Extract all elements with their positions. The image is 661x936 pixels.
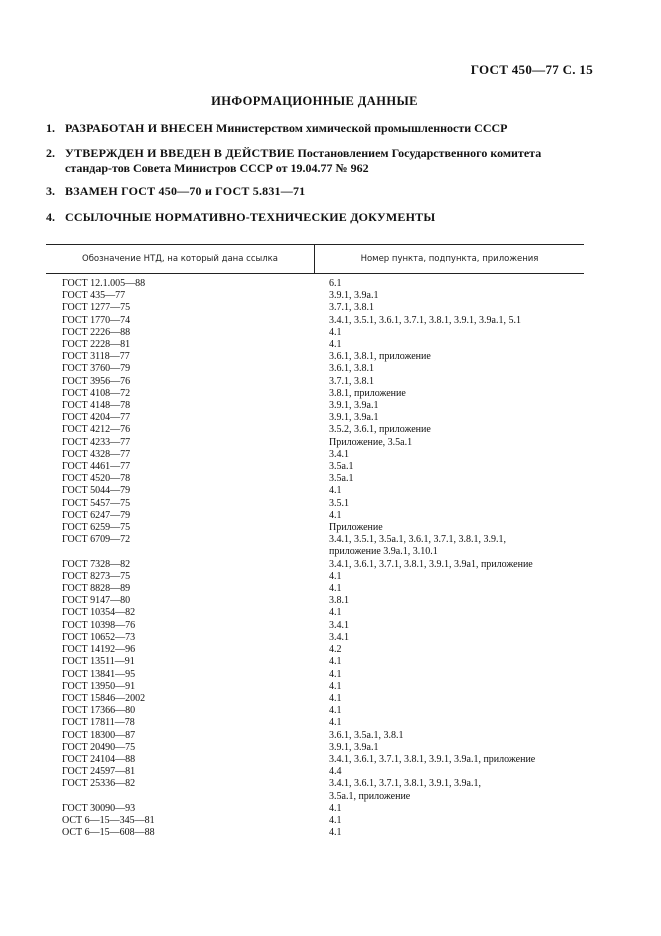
section-3 bbox=[46, 184, 586, 199]
clause-references: 6.1 bbox=[329, 278, 342, 289]
document-designation: ГОСТ 3118—77 bbox=[62, 351, 130, 363]
column-header-document: Обозначение НТД, на который дана ссылка bbox=[82, 254, 278, 264]
table-row bbox=[46, 290, 584, 302]
clause-references: 3.7.1, 3.8.1 bbox=[329, 375, 374, 387]
column-header-clauses: Номер пункта, подпункта, приложения bbox=[360, 254, 539, 264]
table-row bbox=[46, 498, 584, 510]
document-designation: ОСТ 6—15—608—88 bbox=[62, 827, 155, 839]
document-designation: ГОСТ 4461—77 bbox=[62, 461, 131, 473]
clause-references: 3.9.1, 3.9а.1 bbox=[329, 400, 379, 412]
clause-references: 3.9.1, 3.9а.1 bbox=[329, 290, 379, 302]
document-designation: ГОСТ 4520—78 bbox=[62, 473, 131, 485]
clause-references: 3.9.1, 3.9а.1 bbox=[329, 741, 379, 753]
table-row bbox=[46, 437, 584, 449]
table-row bbox=[46, 424, 584, 436]
table-row bbox=[46, 632, 584, 644]
clause-references: 3.5а.1 bbox=[329, 473, 354, 485]
section-number: 1. bbox=[46, 121, 55, 135]
clause-references: 3.6.1, 3.5а.1, 3.8.1 bbox=[329, 729, 404, 741]
document-designation: ГОСТ 5457—75 bbox=[62, 497, 131, 509]
clause-references: 4.1 bbox=[329, 802, 342, 814]
document-designation: ГОСТ 12.1.005—88 bbox=[62, 278, 146, 289]
section-lead: ВЗАМЕН ГОСТ 450—70 и ГОСТ 5.831—71 bbox=[65, 184, 306, 198]
clause-references: 4.1 bbox=[329, 326, 342, 338]
clause-references: Приложение, 3.5а.1 bbox=[329, 436, 413, 448]
clause-references: 3.4.1, 3.6.1, 3.7.1, 3.8.1, 3.9.1, 3.9а.1, приложение bbox=[329, 753, 536, 765]
table-row bbox=[46, 522, 584, 534]
table-row bbox=[46, 827, 584, 839]
table-row bbox=[46, 388, 584, 400]
clause-references: 4.1 bbox=[329, 656, 342, 668]
table-row bbox=[46, 754, 584, 766]
clause-references: 3.8.1, приложение bbox=[329, 387, 406, 399]
clause-references: 4.4 bbox=[329, 766, 342, 778]
document-designation: ГОСТ 3956—76 bbox=[62, 375, 131, 387]
clause-references: 3.4.1, 3.5.1, 3.5а.1, 3.6.1, 3.7.1, 3.8.1, 3.9.1, приложение 3.9а.1, 3.10.1 bbox=[329, 534, 506, 558]
section-2 bbox=[46, 146, 586, 176]
document-designation: ГОСТ 3760—79 bbox=[62, 363, 131, 375]
document-designation: ГОСТ 18300—87 bbox=[62, 729, 136, 741]
document-designation: ГОСТ 24104—88 bbox=[62, 753, 136, 765]
document-designation: ГОСТ 20490—75 bbox=[62, 741, 136, 753]
clause-references: 3.4.1, 3.5.1, 3.6.1, 3.7.1, 3.8.1, 3.9.1, 3.9а.1, 5.1 bbox=[329, 314, 521, 326]
clause-references: 3.4.1 bbox=[329, 448, 349, 460]
clause-references: 3.4.1, 3.6.1, 3.7.1, 3.8.1, 3.9.1, 3.9а1, приложение bbox=[329, 558, 533, 570]
document-designation: ГОСТ 9147—80 bbox=[62, 595, 131, 607]
clause-references: 4.1 bbox=[329, 583, 342, 595]
clause-references: 4.1 bbox=[329, 570, 342, 582]
document-designation: ГОСТ 4328—77 bbox=[62, 448, 131, 460]
clause-references: 3.9.1, 3.9а.1 bbox=[329, 412, 379, 424]
document-designation: ГОСТ 17366—80 bbox=[62, 705, 136, 717]
table-row bbox=[46, 571, 584, 583]
document-designation: ГОСТ 10354—82 bbox=[62, 607, 136, 619]
table-row bbox=[46, 461, 584, 473]
clause-references: 4.1 bbox=[329, 692, 342, 704]
clause-references: 4.1 bbox=[329, 827, 342, 839]
clause-references: Приложение bbox=[329, 522, 383, 534]
document-designation: ОСТ 6—15—345—81 bbox=[62, 814, 155, 826]
clause-references: 3.4.1, 3.6.1, 3.7.1, 3.8.1, 3.9.1, 3.9а.1, 3.5а.1, приложение bbox=[329, 778, 481, 802]
table-row bbox=[46, 485, 584, 497]
section-1 bbox=[46, 121, 586, 136]
document-designation: ГОСТ 15846—2002 bbox=[62, 692, 146, 704]
clause-references: 4.1 bbox=[329, 485, 342, 497]
clause-references: 4.1 bbox=[329, 339, 342, 351]
table-row bbox=[46, 339, 584, 351]
table-row bbox=[46, 363, 584, 375]
section-number: 3. bbox=[46, 184, 55, 198]
table-row bbox=[46, 327, 584, 339]
document-designation: ГОСТ 1770—74 bbox=[62, 314, 131, 326]
document-designation: ГОСТ 2228—81 bbox=[62, 339, 131, 351]
table-row bbox=[46, 717, 584, 729]
document-designation: ГОСТ 7328—82 bbox=[62, 558, 131, 570]
table-row bbox=[46, 473, 584, 485]
document-designation: ГОСТ 4233—77 bbox=[62, 436, 131, 448]
document-designation: ГОСТ 14192—96 bbox=[62, 644, 136, 656]
clause-references: 3.7.1, 3.8.1 bbox=[329, 302, 374, 314]
document-designation: ГОСТ 13841—95 bbox=[62, 668, 136, 680]
section-text: Постановлением Государственного комитета стандар-тов Совета Министров СССР от 19.04.77 № 962 bbox=[65, 146, 542, 175]
document-designation: ГОСТ 8828—89 bbox=[62, 583, 131, 595]
table-row bbox=[46, 559, 584, 571]
reference-documents-table bbox=[46, 244, 584, 839]
table-row bbox=[46, 449, 584, 461]
table-row bbox=[46, 595, 584, 607]
clause-references: 3.6.1, 3.8.1 bbox=[329, 363, 374, 375]
clause-references: 3.6.1, 3.8.1, приложение bbox=[329, 351, 431, 363]
clause-references: 4.2 bbox=[329, 644, 342, 656]
document-designation: ГОСТ 6709—72 bbox=[62, 534, 131, 546]
document-designation: ГОСТ 30090—93 bbox=[62, 802, 136, 814]
table-row bbox=[46, 669, 584, 681]
document-designation: ГОСТ 5044—79 bbox=[62, 485, 131, 497]
table-row bbox=[46, 534, 584, 558]
table-row bbox=[46, 644, 584, 656]
table-row bbox=[46, 607, 584, 619]
document-designation: ГОСТ 1277—75 bbox=[62, 302, 131, 314]
table-row bbox=[46, 302, 584, 314]
document-designation: ГОСТ 4148—78 bbox=[62, 400, 131, 412]
table-row bbox=[46, 742, 584, 754]
table-top-rule bbox=[46, 244, 584, 245]
standard-page-reference: ГОСТ 450—77 С. 15 bbox=[470, 62, 593, 77]
document-designation: ГОСТ 10398—76 bbox=[62, 619, 136, 631]
table-row bbox=[46, 351, 584, 363]
table-row bbox=[46, 730, 584, 742]
table-row bbox=[46, 412, 584, 424]
clause-references: 3.4.1 bbox=[329, 631, 349, 643]
clause-references: 4.1 bbox=[329, 607, 342, 619]
section-number: 2. bbox=[46, 146, 55, 160]
clause-references: 3.5а.1 bbox=[329, 461, 354, 473]
table-row bbox=[46, 583, 584, 595]
document-designation: ГОСТ 24597—81 bbox=[62, 766, 136, 778]
document-designation: ГОСТ 25336—82 bbox=[62, 778, 136, 790]
table-row bbox=[46, 803, 584, 815]
document-designation: ГОСТ 2226—88 bbox=[62, 326, 131, 338]
header-bottom-rule bbox=[46, 273, 584, 274]
table-row bbox=[46, 815, 584, 827]
clause-references: 3.5.2, 3.6.1, приложение bbox=[329, 424, 431, 436]
table-row bbox=[46, 400, 584, 412]
table-row bbox=[46, 315, 584, 327]
clause-references: 4.1 bbox=[329, 705, 342, 717]
section-4 bbox=[46, 210, 586, 225]
table-body bbox=[46, 278, 584, 839]
clause-references: 4.1 bbox=[329, 680, 342, 692]
table-row bbox=[46, 656, 584, 668]
clause-references: 4.1 bbox=[329, 509, 342, 521]
clause-references: 3.4.1 bbox=[329, 619, 349, 631]
clause-references: 4.1 bbox=[329, 814, 342, 826]
clause-references: 4.1 bbox=[329, 668, 342, 680]
document-designation: ГОСТ 13950—91 bbox=[62, 680, 136, 692]
table-row bbox=[46, 778, 584, 802]
document-designation: ГОСТ 6259—75 bbox=[62, 522, 131, 534]
document-designation: ГОСТ 13511—91 bbox=[62, 656, 135, 668]
document-designation: ГОСТ 4108—72 bbox=[62, 387, 131, 399]
document-designation: ГОСТ 4204—77 bbox=[62, 412, 131, 424]
table-row bbox=[46, 766, 584, 778]
table-row bbox=[46, 620, 584, 632]
section-lead: ССЫЛОЧНЫЕ НОРМАТИВНО-ТЕХНИЧЕСКИЕ ДОКУМЕНТЫ bbox=[65, 210, 436, 224]
document-designation: ГОСТ 17811—78 bbox=[62, 717, 135, 729]
information-data-heading: ИНФОРМАЦИОННЫЕ ДАННЫЕ bbox=[211, 94, 418, 108]
table-row bbox=[46, 510, 584, 522]
clause-references: 3.5.1 bbox=[329, 497, 349, 509]
clause-references: 4.1 bbox=[329, 717, 342, 729]
section-lead: РАЗРАБОТАН И ВНЕСЕН bbox=[65, 121, 214, 135]
section-number: 4. bbox=[46, 210, 55, 224]
table-row bbox=[46, 278, 584, 290]
table-row bbox=[46, 681, 584, 693]
document-designation: ГОСТ 4212—76 bbox=[62, 424, 131, 436]
document-designation: ГОСТ 8273—75 bbox=[62, 570, 131, 582]
section-text: Министерством химической промышленности СССР bbox=[213, 121, 508, 135]
table-row bbox=[46, 693, 584, 705]
table-row bbox=[46, 705, 584, 717]
section-lead: УТВЕРЖДЕН И ВВЕДЕН В ДЕЙСТВИЕ bbox=[65, 146, 295, 160]
document-designation: ГОСТ 435—77 bbox=[62, 290, 126, 302]
table-row bbox=[46, 376, 584, 388]
clause-references: 3.8.1 bbox=[329, 595, 349, 607]
document-designation: ГОСТ 10652—73 bbox=[62, 631, 136, 643]
document-designation: ГОСТ 6247—79 bbox=[62, 509, 131, 521]
